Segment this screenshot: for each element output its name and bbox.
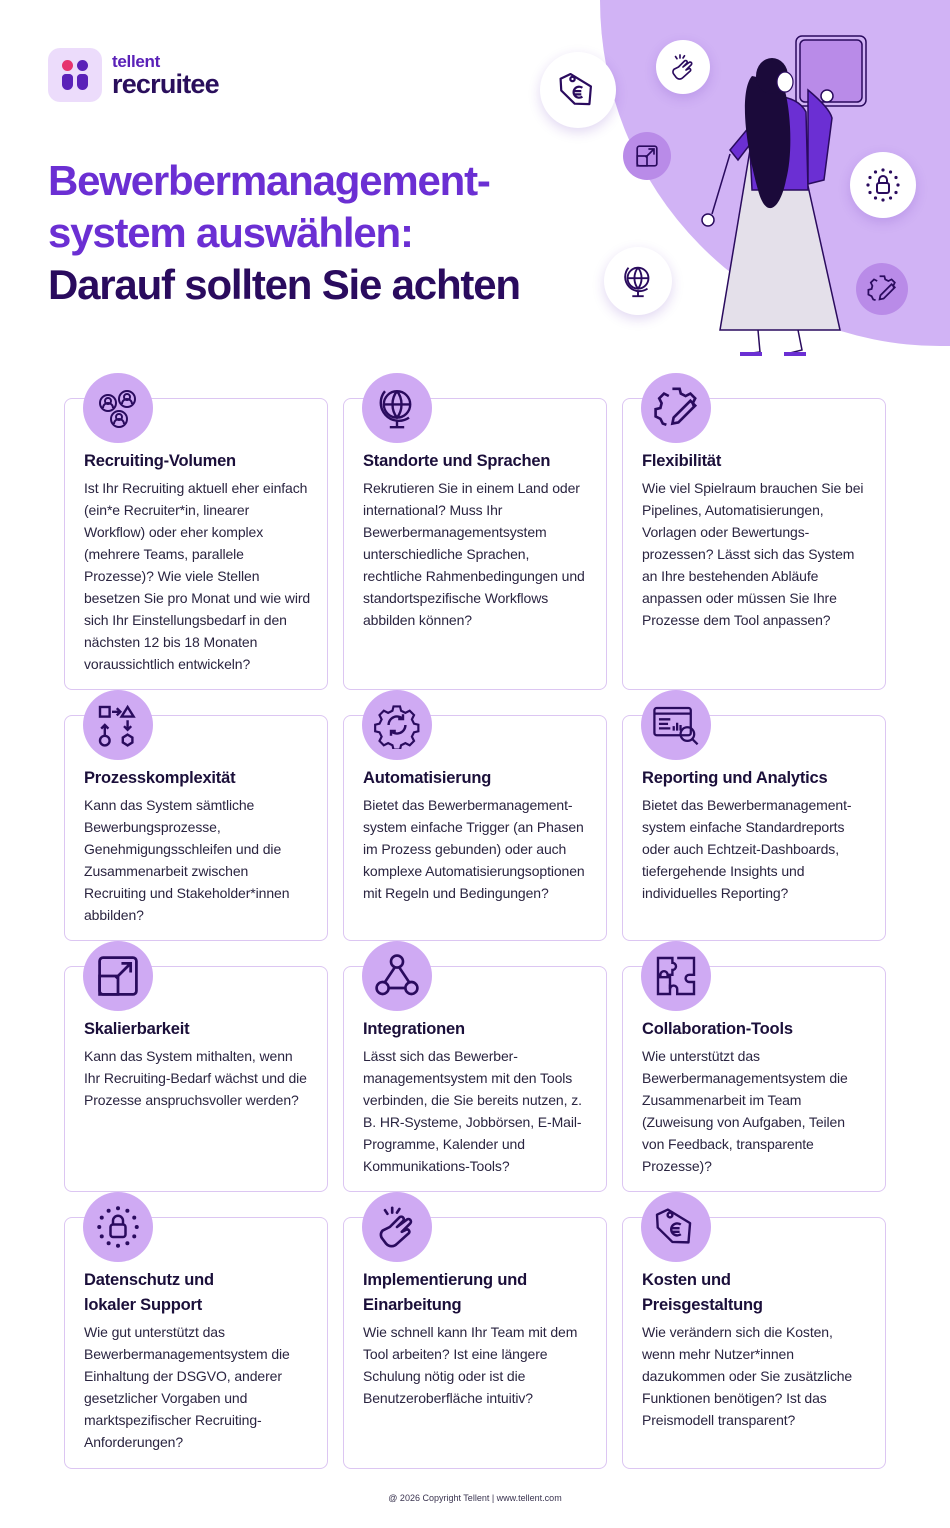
card-text: Wie viel Spielraum brauchen Sie bei Pipelines, Automatisierungen, Vorlagen oder Bewertungs-prozessen? Lässt sich das System an Ihre bestehenden Abläufe anpassen oder müssen Sie Ihre Prozesse dem Tool anpassen?	[642, 480, 864, 628]
analytics-dashboard-icon	[641, 690, 711, 760]
brand-name-tellent: tellent	[112, 51, 160, 71]
card-datenschutz	[64, 1217, 328, 1469]
card-text: Wie verändern sich die Kosten, wenn mehr Nutzer*innen dazukommen oder Sie zusätzliche Funktionen benötigen? Ist das Preismodell transparent?	[642, 1324, 853, 1428]
hand-left	[702, 214, 714, 226]
card-integrationen	[343, 966, 607, 1192]
integration-nodes-icon	[362, 941, 432, 1011]
title-line-2: system auswählen:	[48, 209, 413, 256]
title-line-3: Darauf sollten Sie achten	[48, 261, 520, 308]
card-skalierbarkeit	[64, 966, 328, 1192]
brand-logo[interactable]	[48, 48, 219, 102]
hand-tap-icon	[362, 1192, 432, 1262]
price-tag-euro-icon	[540, 52, 616, 128]
card-text: Bietet das Bewerbermanagement-system einfache Standardreports oder auch Echtzeit-Dashboards, tiefergehende Insights und individuelles Reporting?	[642, 797, 852, 901]
card-title: Skalierbarkeit	[84, 1020, 190, 1038]
card-text: Ist Ihr Recruiting aktuell eher einfach (ein*e Recruiter*in, linearer Workflow) oder eher komplex (mehrere Teams, parallele Prozesse)? Wie viele Stellen besetzen Sie pro Monat und wie wird sich Ihr Einstellungsbedarf in den nächsten 12 bis 18 Monaten voraussichtlich entwickeln?	[84, 480, 311, 672]
card-title: Implementierung und Einarbeitung	[363, 1271, 527, 1314]
scale-arrow-icon	[623, 132, 671, 180]
title-line-1: Bewerbermanagement-	[48, 157, 490, 204]
card-recruiting-volumen	[64, 398, 328, 690]
card-title: Integrationen	[363, 1020, 465, 1038]
card-title: Collaboration-Tools	[642, 1020, 793, 1038]
card-title: Flexibilität	[642, 452, 722, 470]
card-automatisierung	[343, 715, 607, 941]
card-text: Kann das System mithalten, wenn Ihr Recruiting-Bedarf wächst und die Prozesse anspruchsvoller werden?	[84, 1048, 307, 1108]
card-flexibilitaet	[622, 398, 886, 690]
card-text: Lässt sich das Bewerber-managementsystem mit den Tools verbinden, die Sie bereits nutzen, z. B. HR-Systeme, Jobbörsen, E-Mail-Programme, Kalender und Kommunikations-Tools?	[363, 1048, 582, 1174]
card-title: Automatisierung	[363, 769, 492, 787]
card-implementierung	[343, 1217, 607, 1469]
shoes	[740, 352, 806, 356]
card-title: Kosten und Preisgestaltung	[642, 1271, 763, 1314]
users-icon	[83, 373, 153, 443]
card-text: Bietet das Bewerbermanagement-system einfache Trigger (an Phasen im Prozess gebunden) oder auch komplexe Automatisierungsoptionen mit Regeln und Bedingungen?	[363, 797, 585, 901]
eu-lock-icon	[83, 1192, 153, 1262]
process-shapes-icon	[83, 690, 153, 760]
scale-arrow-icon	[83, 941, 153, 1011]
card-text: Wie schnell kann Ihr Team mit dem Tool arbeiten? Ist eine längere Schulung nötig oder ist die Benutzeroberfläche intuitiv?	[363, 1324, 578, 1406]
card-reporting-analytics	[622, 715, 886, 941]
card-prozesskomplexitaet	[64, 715, 328, 941]
card-text: Rekrutieren Sie in einem Land oder international? Muss Ihr Bewerbermanagementsystem unterschiedliche Sprachen, rechtliche Rahmenbedingungen und standortspezifische Workflows abbilden können?	[363, 480, 585, 628]
hand-right	[821, 90, 833, 102]
card-kosten-preisgestaltung	[622, 1217, 886, 1469]
globe-icon	[604, 247, 672, 315]
logo-mark-icon	[48, 48, 102, 102]
page-title	[48, 155, 608, 311]
card-collaboration-tools	[622, 966, 886, 1192]
card-title: Recruiting-Volumen	[84, 452, 236, 470]
card-title: Standorte und Sprachen	[363, 452, 551, 470]
globe-icon	[362, 373, 432, 443]
card-title: Datenschutz und lokaler Support	[84, 1271, 214, 1314]
card-text: Wie unterstützt das Bewerbermanagementsystem die Zusammenarbeit im Team (Zuweisung von Aufgaben, Teilen von Feedback, transparente Prozesse)?	[642, 1048, 848, 1174]
legs	[744, 330, 802, 354]
footer-copyright: @ 2026 Copyright Tellent | www.tellent.com	[388, 1493, 562, 1503]
arm-right	[808, 90, 832, 184]
woman-illustration	[690, 30, 890, 360]
card-title: Prozesskomplexität	[84, 769, 236, 787]
face	[777, 72, 793, 92]
gear-pencil-icon	[641, 373, 711, 443]
automation-gear-icon	[362, 690, 432, 760]
card-text: Kann das System sämtliche Bewerbungsprozesse, Genehmigungsschleifen und die Zusammenarbeit zwischen Recruiting und Stakeholder*innen abbilden?	[84, 797, 290, 923]
card-title: Reporting und Analytics	[642, 769, 828, 787]
card-standorte-sprachen	[343, 398, 607, 690]
price-tag-euro-icon	[641, 1192, 711, 1262]
card-text: Wie gut unterstützt das Bewerbermanagementsystem die Einhaltung der DSGVO, anderer gesetzlicher Vorgaben und marktspezifischer Recruiting-Anforderungen?	[84, 1324, 290, 1450]
puzzle-icon	[641, 941, 711, 1011]
brand-name-recruitee: recruitee	[112, 68, 219, 99]
